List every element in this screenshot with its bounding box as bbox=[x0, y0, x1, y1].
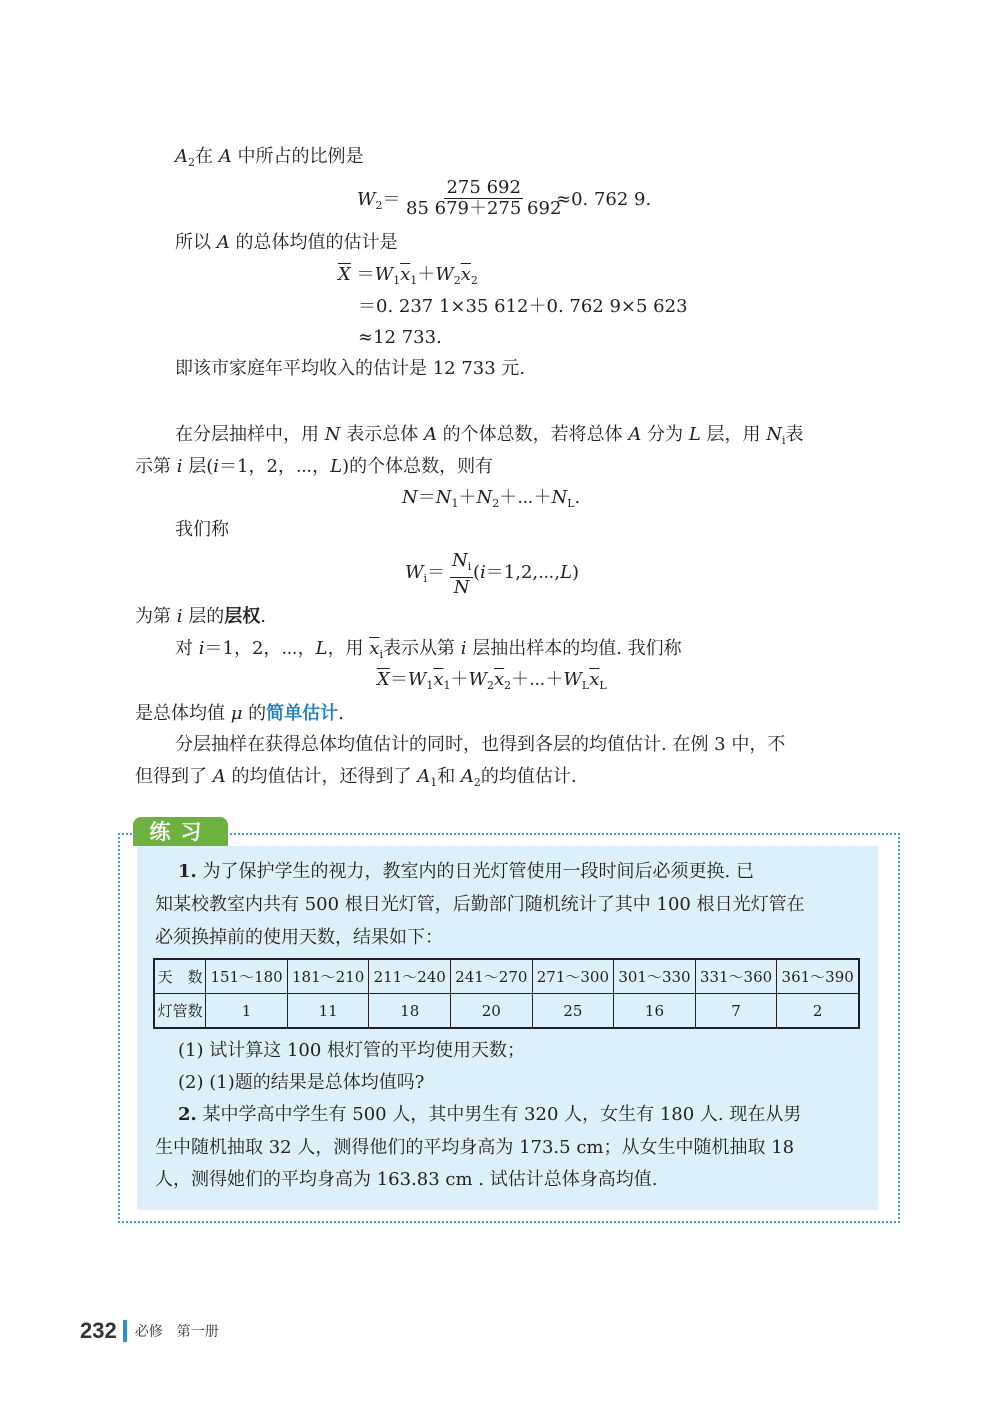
range-cell: 271～300 bbox=[532, 959, 614, 994]
exercise-text: 必须换掉前的使用天数，结果如下： bbox=[155, 927, 443, 948]
math-variable: W bbox=[407, 669, 427, 690]
math-variable: L bbox=[560, 562, 573, 583]
text-line: 我们称 bbox=[175, 519, 229, 540]
text-segment: 所以 bbox=[175, 232, 217, 253]
math-variable: i bbox=[176, 456, 183, 477]
bold-term: 2. bbox=[178, 1104, 197, 1125]
text-segment: 示第 bbox=[135, 456, 177, 477]
mean-symbol: $\overline{x}$ bbox=[369, 638, 380, 659]
subscript: 2 bbox=[188, 156, 195, 169]
exercise-text bbox=[178, 1103, 801, 1127]
denominator: 85 679＋275 692 bbox=[406, 198, 562, 219]
formula-wi-lhs bbox=[405, 561, 445, 591]
count-cell: 25 bbox=[532, 994, 614, 1029]
text-line bbox=[135, 455, 493, 479]
text-segment: 为第 bbox=[135, 606, 177, 627]
count-cell: 16 bbox=[614, 994, 696, 1029]
range-cell: 151～180 bbox=[206, 959, 288, 994]
text-segment: 层的 bbox=[182, 606, 225, 627]
formula-line: ＝0. 237 1×35 612＋0. 762 9×5 623 bbox=[358, 296, 688, 317]
mean-symbol: $\overline{x}$ bbox=[460, 264, 471, 285]
subscript: 2 bbox=[470, 274, 478, 287]
text-segment: ＝ bbox=[417, 487, 436, 508]
text-segment: ＝ bbox=[350, 264, 375, 285]
math-variable: N bbox=[402, 487, 418, 508]
math-variable: A bbox=[212, 766, 226, 787]
subscript: 1 bbox=[430, 776, 438, 789]
exercise-text: 生中随机抽取 32 人，测得他们的平均身高为 173.5 cm；从女生中随机抽取 18 bbox=[155, 1137, 795, 1158]
range-cell: 211～240 bbox=[369, 959, 451, 994]
text-segment: 为了保护学生的视力，教室内的日光灯管使用一段时间后必须更换. 已 bbox=[196, 861, 754, 882]
mean-symbol: $\overline{X}$ bbox=[377, 669, 390, 690]
text-segment: 是总体均值 bbox=[135, 703, 231, 724]
math-variable: A bbox=[216, 232, 230, 253]
table-row bbox=[154, 959, 859, 994]
math-variable: N bbox=[324, 424, 341, 445]
range-cell: 181～210 bbox=[287, 959, 369, 994]
exercise-tab: 练习 bbox=[133, 817, 228, 846]
mean-symbol: $\overline{x}$ bbox=[494, 669, 505, 690]
text-segment: 层( bbox=[182, 456, 214, 477]
fraction-w2 bbox=[406, 178, 561, 219]
text-segment: ) bbox=[572, 562, 580, 583]
formula-line bbox=[402, 486, 580, 516]
text-segment: ＋ bbox=[450, 669, 469, 690]
footer-divider bbox=[123, 1320, 127, 1342]
formula-w2-lhs bbox=[357, 188, 401, 218]
math-variable: W bbox=[405, 562, 424, 583]
text-segment: 的均值估计. bbox=[480, 766, 577, 787]
denominator bbox=[454, 578, 470, 598]
math-variable: i bbox=[460, 638, 467, 659]
text-segment: ( bbox=[473, 562, 481, 583]
count-cell: 2 bbox=[777, 994, 859, 1029]
math-variable: A bbox=[218, 146, 232, 167]
text-segment: 的个体总数，若将总体 bbox=[436, 424, 629, 445]
math-variable: i bbox=[198, 638, 205, 659]
subscript: 2 bbox=[487, 679, 495, 692]
count-cell: 1 bbox=[206, 994, 288, 1029]
math-variable: L bbox=[688, 424, 701, 445]
range-cell: 331～360 bbox=[695, 959, 777, 994]
math-variable: W bbox=[435, 264, 454, 285]
page-footer bbox=[80, 1318, 219, 1344]
count-cell: 18 bbox=[369, 994, 451, 1029]
subscript: i bbox=[782, 434, 786, 447]
text-segment: . bbox=[338, 703, 344, 724]
subscript: 1 bbox=[393, 274, 401, 287]
row-header: 天 数 bbox=[154, 959, 206, 994]
subscript: L bbox=[599, 679, 607, 692]
subscript: 2 bbox=[453, 274, 461, 287]
count-cell: 20 bbox=[451, 994, 533, 1029]
formula-line bbox=[377, 668, 607, 698]
text-segment: ，用 bbox=[327, 638, 370, 659]
math-variable: i bbox=[213, 456, 220, 477]
text-segment: ＋ bbox=[458, 487, 477, 508]
row-header: 灯管数 bbox=[154, 994, 206, 1029]
range-cell: 241～270 bbox=[451, 959, 533, 994]
formula-line: ≈12 733. bbox=[358, 327, 442, 348]
text-segment: ＋ bbox=[417, 264, 436, 285]
math-variable: N bbox=[551, 487, 568, 508]
text-line bbox=[135, 765, 577, 795]
text-line bbox=[175, 637, 682, 667]
data-table bbox=[153, 958, 860, 1029]
range-cell: 301～330 bbox=[614, 959, 696, 994]
math-variable: N bbox=[435, 487, 452, 508]
text-segment: 层抽出样本的均值. 我们称 bbox=[466, 638, 682, 659]
text-line: 即该市家庭年平均收入的估计是 12 733 元. bbox=[175, 358, 526, 379]
table-row bbox=[154, 994, 859, 1029]
text-segment: 表 bbox=[785, 424, 804, 445]
math-variable: N bbox=[766, 424, 782, 445]
mean-symbol: $\overline{x}$ bbox=[400, 264, 411, 285]
math-variable: A bbox=[423, 424, 437, 445]
subscript: i bbox=[423, 572, 428, 585]
count-cell: 11 bbox=[287, 994, 369, 1029]
math-variable: N bbox=[476, 487, 493, 508]
math-variable: W bbox=[563, 669, 582, 690]
key-term: 简单估计 bbox=[266, 703, 339, 724]
page-number: 232 bbox=[80, 1318, 117, 1343]
fraction-wi bbox=[450, 551, 473, 598]
text-segment: ＝1，2，⋯， bbox=[204, 638, 316, 659]
text-segment: ＋⋯＋ bbox=[511, 669, 564, 690]
math-variable: L bbox=[315, 638, 328, 659]
bold-term: 1. bbox=[178, 861, 197, 882]
text-line: 分层抽样在获得总体均值估计的同时，也得到各层的均值估计. 在例 3 中，不 bbox=[175, 734, 786, 755]
subscript: 1 bbox=[410, 274, 418, 287]
numerator bbox=[450, 551, 473, 578]
text-line bbox=[175, 423, 804, 453]
text-line bbox=[175, 231, 397, 255]
math-variable: W bbox=[357, 189, 376, 210]
text-segment: ＝ bbox=[427, 562, 446, 583]
subscript: 2 bbox=[473, 776, 481, 789]
text-segment: ＋⋯＋ bbox=[499, 487, 552, 508]
exercise-text: 人，测得她们的平均身高为 163.83 cm . 试估计总体身高均值. bbox=[155, 1169, 658, 1190]
math-variable: A bbox=[460, 766, 474, 787]
text-segment: 在 bbox=[195, 146, 219, 167]
text-line bbox=[135, 702, 344, 726]
math-variable: μ bbox=[230, 703, 243, 724]
text-segment: ＝1,2,⋯, bbox=[485, 562, 561, 583]
subscript: L bbox=[567, 497, 575, 510]
text-segment: 中所占的比例是 bbox=[231, 146, 364, 167]
math-variable: i bbox=[176, 606, 183, 627]
formula-line bbox=[338, 263, 478, 293]
text-segment: 表示从第 bbox=[382, 638, 461, 659]
mean-symbol: $\overline{X}$ bbox=[338, 264, 351, 285]
subscript: 1 bbox=[451, 497, 459, 510]
text-segment: 的均值估计，还得到了 bbox=[225, 766, 418, 787]
exercise-text: 知某校教室内共有 500 根日光灯管，后勤部门随机统计了其中 100 根日光灯管在 bbox=[155, 894, 805, 915]
math-variable: A bbox=[175, 146, 188, 167]
text-segment: 的总体均值的估计是 bbox=[229, 232, 398, 253]
text-segment: 对 bbox=[175, 638, 199, 659]
text-segment: . bbox=[574, 487, 581, 508]
math-variable: N bbox=[453, 577, 470, 598]
text-line bbox=[135, 605, 266, 629]
text-segment: 表示总体 bbox=[340, 424, 424, 445]
text-segment: )的个体总数，则有 bbox=[342, 456, 494, 477]
subscript: i bbox=[467, 560, 472, 573]
exercise-question: (2) (1)题的结果是总体均值吗? bbox=[178, 1072, 425, 1093]
subscript: 1 bbox=[426, 679, 434, 692]
text-segment: 分为 bbox=[641, 424, 689, 445]
formula-wi-rhs bbox=[473, 561, 579, 585]
text-segment: 某中学高中学生有 500 人，其中男生有 320 人，女生有 180 人. 现在从男 bbox=[196, 1104, 802, 1125]
formula-w2-rhs: ≈0. 762 9. bbox=[556, 189, 652, 210]
text-segment: 层，用 bbox=[700, 424, 767, 445]
subscript: L bbox=[581, 679, 590, 692]
range-cell: 361～390 bbox=[777, 959, 859, 994]
mean-symbol: $\overline{x}$ bbox=[589, 669, 600, 690]
math-variable: A bbox=[417, 766, 431, 787]
text-segment: 和 bbox=[437, 766, 461, 787]
math-variable: W bbox=[468, 669, 488, 690]
numerator: 275 692 bbox=[446, 177, 521, 198]
math-variable: i bbox=[480, 562, 486, 583]
subscript: 2 bbox=[375, 199, 383, 212]
subscript: 2 bbox=[492, 497, 500, 510]
subscript: 1 bbox=[443, 679, 451, 692]
text-segment: ＝ bbox=[389, 669, 408, 690]
subscript: 2 bbox=[504, 679, 512, 692]
math-variable: L bbox=[330, 456, 343, 477]
text-line bbox=[175, 145, 363, 175]
exercise-text bbox=[178, 860, 754, 884]
text-segment: 在分层抽样中，用 bbox=[175, 424, 325, 445]
count-cell: 7 bbox=[695, 994, 777, 1029]
text-segment: . bbox=[260, 606, 266, 627]
text-segment: ＝ bbox=[382, 189, 401, 210]
bold-term: 层权 bbox=[224, 606, 261, 627]
text-segment: 的 bbox=[242, 703, 267, 724]
math-variable: A bbox=[628, 424, 642, 445]
exercise-question: (1) 试计算这 100 根灯管的平均使用天数； bbox=[178, 1040, 526, 1061]
math-variable: N bbox=[452, 550, 468, 571]
text-segment: 但得到了 bbox=[135, 766, 213, 787]
math-variable: W bbox=[374, 264, 394, 285]
book-title: 必修 第一册 bbox=[134, 1324, 219, 1340]
text-segment: ＝1，2，⋯， bbox=[219, 456, 331, 477]
mean-symbol: $\overline{x}$ bbox=[433, 669, 444, 690]
subscript: i bbox=[379, 648, 383, 661]
